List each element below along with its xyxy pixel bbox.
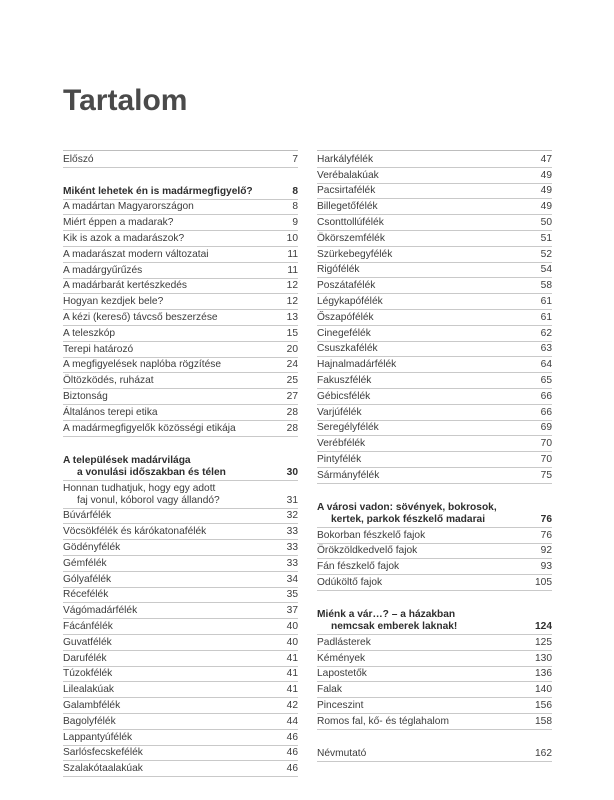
toc-entry[interactable] <box>317 294 552 310</box>
toc-entry-title <box>63 312 287 324</box>
toc-entry[interactable] <box>63 481 298 509</box>
toc-entry-title-line: Miénk a vár…? – a házakban <box>317 608 456 620</box>
toc-entry-title-line: A madármegfigyelők közösségi etikája <box>63 422 236 434</box>
toc-entry[interactable] <box>63 215 298 231</box>
toc-entry-title-line: Előszó <box>63 153 94 165</box>
toc-entry[interactable] <box>317 746 552 762</box>
toc-page-number: 49 <box>540 201 552 213</box>
toc-entry-title <box>317 170 541 182</box>
toc-entry-title-line: Varjúfélék <box>317 406 362 418</box>
toc-entry-title <box>317 637 535 649</box>
toc-entry-title-line: Gébicsfélék <box>317 390 371 402</box>
toc-page-number: 46 <box>286 731 298 743</box>
toc-page-number: 52 <box>540 248 552 260</box>
toc-entry-title-line: Récefélék <box>63 589 109 601</box>
toc-entry-title-line: Gólyafélék <box>63 573 112 585</box>
toc-entry-title <box>317 328 541 340</box>
section-spacer <box>317 591 552 607</box>
toc-entry[interactable] <box>317 278 552 294</box>
toc-page-number: 70 <box>540 453 552 465</box>
toc-entry-title-line: A kézi (kereső) távcső beszerzése <box>63 311 218 323</box>
toc-entry-title <box>317 249 541 261</box>
toc-page-number: 46 <box>286 763 298 775</box>
toc-page-number: 32 <box>286 510 298 522</box>
toc-page-number: 93 <box>540 561 552 573</box>
toc-entry-title-line: Hajnalmadárfélék <box>317 359 397 371</box>
toc-entry[interactable] <box>317 682 552 698</box>
toc-section-heading[interactable] <box>317 500 552 528</box>
page-title: Tartalom <box>63 84 188 117</box>
toc-entry-title-line: a vonulási időszakban és télen <box>77 466 226 478</box>
toc-entry-title-line: Miként lehetek én is madármegfigyelő? <box>63 185 253 197</box>
toc-entry[interactable] <box>63 588 298 604</box>
toc-page-number: 69 <box>540 422 552 434</box>
toc-entry[interactable] <box>63 326 298 342</box>
toc-entry-title-line: Vöcsökfélék és kárókatonafélék <box>63 526 207 538</box>
toc-entry[interactable] <box>317 436 552 452</box>
toc-entry-title-line: A teleszkóp <box>63 327 116 339</box>
toc-entry-title <box>63 747 287 759</box>
toc-entry[interactable] <box>317 152 552 168</box>
toc-entry-title-line: Lapostetők <box>317 668 367 680</box>
toc-page-number: 61 <box>540 311 552 323</box>
toc-entry-title <box>63 542 287 554</box>
section-spacer <box>63 168 298 184</box>
toc-entry-title-line: Lilealakúak <box>63 684 114 696</box>
toc-entry[interactable] <box>317 405 552 421</box>
toc-entry-title-line: Falak <box>317 684 342 696</box>
toc-entry-title <box>317 422 541 434</box>
toc-page-number: 33 <box>286 526 298 538</box>
toc-page-number: 42 <box>286 699 298 711</box>
toc-entry-title-line: Őszapófélék <box>317 311 374 323</box>
toc-page-number: 58 <box>540 280 552 292</box>
toc-entry-title-line: Fakuszfélék <box>317 374 372 386</box>
toc-entry-title <box>317 201 541 213</box>
column-top-rule <box>317 150 552 151</box>
toc-entry-title-line: Csonttollúfélék <box>317 216 384 228</box>
section-spacer <box>317 484 552 500</box>
toc-entry-title <box>317 438 541 450</box>
toc-entry-title-line: Bagolyfélék <box>63 715 116 727</box>
toc-entry-title-line: Verébfélék <box>317 438 366 450</box>
toc-entry-title <box>63 621 287 633</box>
toc-entry-title-line: Sarlósfecskefélék <box>63 747 143 759</box>
toc-page-number: 124 <box>535 620 552 632</box>
toc-entry-title-line: Lappantyúfélék <box>63 731 133 743</box>
toc-entry-title-line: Szalakótaalakúak <box>63 763 143 775</box>
toc-entry-title <box>63 359 287 371</box>
toc-page-number: 37 <box>286 605 298 617</box>
toc-entry-title-line: Fán fészkelő fajok <box>317 561 400 573</box>
toc-entry-title <box>63 668 287 680</box>
toc-page-number: 8 <box>292 201 298 213</box>
toc-entry-title <box>63 296 287 308</box>
toc-entry-title <box>63 249 287 261</box>
toc-entry-title <box>63 154 292 166</box>
toc-entry[interactable] <box>63 572 298 588</box>
toc-entry[interactable] <box>317 215 552 231</box>
toc-entry-title <box>63 455 287 479</box>
toc-page-number: 75 <box>540 469 552 481</box>
toc-entry-title-line: Ökörszemfélék <box>317 232 385 244</box>
toc-entry-title <box>317 561 541 573</box>
toc-entry-title-line: Névmutató <box>317 747 367 759</box>
toc-entry-title <box>63 510 287 522</box>
toc-entry-title <box>317 609 535 633</box>
toc-entry[interactable] <box>317 544 552 560</box>
toc-entry[interactable] <box>63 389 298 405</box>
toc-entry[interactable] <box>317 714 552 730</box>
toc-section-heading[interactable] <box>63 184 298 200</box>
toc-entry[interactable] <box>63 619 298 635</box>
toc-entry[interactable] <box>317 342 552 358</box>
toc-entry-title <box>63 716 287 728</box>
toc-entry-title <box>317 748 535 760</box>
toc-entry-title-line: Biztonság <box>63 390 108 402</box>
toc-page-number: 66 <box>540 406 552 418</box>
toc-entry-title-line: Galambfélék <box>63 699 121 711</box>
toc-section-heading[interactable] <box>63 453 298 481</box>
toc-entry-title <box>317 577 535 589</box>
toc-page-number: 34 <box>286 573 298 585</box>
toc-column-right <box>317 152 552 762</box>
toc-page-number: 125 <box>535 636 552 648</box>
toc-entry-title-line: Csuszkafélék <box>317 343 378 355</box>
toc-entry-title-line: Billegetőfélék <box>317 201 378 213</box>
toc-entry-title <box>63 684 287 696</box>
toc-entry-title <box>317 185 541 197</box>
toc-entry[interactable] <box>63 310 298 326</box>
toc-entry-title <box>317 343 541 355</box>
toc-entry-title <box>317 716 535 728</box>
toc-entry-title-line: Rigófélék <box>317 264 360 276</box>
toc-entry-title-line: A madarászat modern változatai <box>63 248 209 260</box>
toc-entry-title-line: Miért éppen a madarak? <box>63 217 174 229</box>
toc-entry-title <box>317 684 535 696</box>
toc-entry[interactable] <box>317 231 552 247</box>
toc-entry[interactable] <box>63 667 298 683</box>
toc-entry-title-line: A madártan Magyarországon <box>63 201 194 213</box>
toc-entry[interactable] <box>63 405 298 421</box>
toc-entry-title-line: Pintyfélék <box>317 453 362 465</box>
toc-page-number: 28 <box>286 406 298 418</box>
toc-entry-title-line: Pinceszint <box>317 699 364 711</box>
toc-entry-title-line: Túzokfélék <box>63 668 113 680</box>
toc-page-number: 41 <box>286 668 298 680</box>
toc-entry-title <box>63 637 287 649</box>
toc-entry-title <box>63 423 287 435</box>
toc-page-number: 28 <box>286 422 298 434</box>
toc-entry-title-line: A települések madárvilága <box>63 454 191 466</box>
toc-entry-title-line: Vágómadárfélék <box>63 605 138 617</box>
toc-entry-title-line: Gémfélék <box>63 557 107 569</box>
toc-entry[interactable] <box>317 373 552 389</box>
toc-entry-title <box>63 265 287 277</box>
toc-page-number: 46 <box>286 747 298 759</box>
toc-entry-title-line: Verébalakúak <box>317 169 379 181</box>
toc-page-number: 20 <box>286 343 298 355</box>
toc-page-number: 10 <box>286 232 298 244</box>
toc-entry[interactable] <box>317 184 552 200</box>
toc-page-number: 54 <box>540 264 552 276</box>
toc-entry-title <box>63 217 292 229</box>
toc-entry-title-line: Pacsirtafélék <box>317 185 376 197</box>
toc-entry[interactable] <box>63 200 298 216</box>
toc-page-number: 64 <box>540 359 552 371</box>
toc-entry[interactable] <box>63 556 298 572</box>
toc-entry[interactable] <box>63 761 298 777</box>
toc-entry-title-line: faj vonul, kóborol vagy állandó? <box>77 494 220 506</box>
toc-entry[interactable] <box>63 698 298 714</box>
toc-page-number: 51 <box>540 232 552 244</box>
toc-page-number: 65 <box>540 374 552 386</box>
toc-entry-title <box>63 763 287 775</box>
toc-entry[interactable] <box>317 247 552 263</box>
toc-page-number: 136 <box>535 668 552 680</box>
toc-entry[interactable] <box>63 294 298 310</box>
toc-entry[interactable] <box>317 528 552 544</box>
toc-entry[interactable] <box>63 263 298 279</box>
toc-page-number: 62 <box>540 327 552 339</box>
toc-entry-title <box>63 732 287 744</box>
toc-page-number: 40 <box>286 620 298 632</box>
toc-entry-title <box>317 391 541 403</box>
toc-entry-title <box>63 280 287 292</box>
toc-page-number: 41 <box>286 652 298 664</box>
toc-entry-title-line: Kémények <box>317 652 366 664</box>
toc-entry-title <box>317 545 541 557</box>
toc-entry-title <box>317 296 541 308</box>
toc-page-number: 31 <box>286 494 298 506</box>
toc-entry-title-line: Bokorban fészkelő fajok <box>317 529 426 541</box>
toc-entry[interactable] <box>63 746 298 762</box>
toc-entry-title-line: Cinegefélék <box>317 327 371 339</box>
toc-entry-title-line: Légykapófélék <box>317 295 383 307</box>
toc-page-number: 76 <box>540 529 552 541</box>
toc-entry[interactable] <box>63 358 298 374</box>
toc-entry-title-line: Fácánfélék <box>63 620 113 632</box>
toc-entry-title <box>63 233 287 245</box>
toc-entry-title <box>63 558 287 570</box>
toc-entry-title <box>317 470 541 482</box>
toc-page-number: 162 <box>535 747 552 759</box>
toc-entry-title <box>63 391 287 403</box>
toc-page-number: 158 <box>535 715 552 727</box>
toc-entry-title <box>63 186 292 198</box>
toc-entry-title <box>63 605 287 617</box>
toc-page-number: 70 <box>540 438 552 450</box>
toc-entry-title <box>317 653 535 665</box>
toc-page-number: 105 <box>535 576 552 588</box>
toc-page-number: 66 <box>540 390 552 402</box>
toc-entry[interactable] <box>63 421 298 437</box>
toc-entry-title <box>317 217 541 229</box>
toc-entry-title-line: Öltözködés, ruházat <box>63 375 154 387</box>
toc-entry-title-line: Guvatfélék <box>63 636 112 648</box>
toc-page-number: 44 <box>286 715 298 727</box>
toc-entry[interactable] <box>317 667 552 683</box>
toc-entry[interactable] <box>63 152 298 168</box>
toc-entry-title <box>63 526 287 538</box>
toc-entry[interactable] <box>317 575 552 591</box>
toc-entry[interactable] <box>317 357 552 373</box>
toc-entry-title <box>63 700 287 712</box>
toc-entry-title <box>63 407 287 419</box>
toc-page-number: 11 <box>287 264 298 276</box>
toc-entry[interactable] <box>63 279 298 295</box>
toc-page-number: 41 <box>286 684 298 696</box>
toc-entry[interactable] <box>63 730 298 746</box>
toc-entry[interactable] <box>63 373 298 389</box>
toc-entry-title <box>317 375 541 387</box>
toc-entry-title-line: Seregélyfélék <box>317 422 379 434</box>
toc-entry-title-line: Általános terepi etika <box>63 406 158 418</box>
toc-entry[interactable] <box>317 635 552 651</box>
toc-entry[interactable] <box>63 603 298 619</box>
toc-entry[interactable] <box>317 452 552 468</box>
toc-entry[interactable] <box>63 651 298 667</box>
toc-page-number: 47 <box>540 153 552 165</box>
toc-entry-title <box>63 589 287 601</box>
toc-entry[interactable] <box>317 168 552 184</box>
toc-page-number: 30 <box>286 466 298 478</box>
toc-page-number: 130 <box>535 652 552 664</box>
toc-entry-title-line: Szürkebegyfélék <box>317 248 393 260</box>
toc-entry-title <box>317 700 535 712</box>
toc-page-number: 33 <box>286 541 298 553</box>
toc-page-number: 12 <box>286 280 298 292</box>
toc-page-number: 9 <box>292 217 298 229</box>
toc-entry-title <box>63 344 287 356</box>
toc-entry-title-line: Harkályfélék <box>317 153 374 165</box>
toc-entry[interactable] <box>317 559 552 575</box>
toc-page-number: 11 <box>287 248 298 260</box>
toc-page-number: 33 <box>286 557 298 569</box>
toc-entry-title <box>317 154 541 166</box>
toc-page-number: 156 <box>535 699 552 711</box>
toc-entry[interactable] <box>317 310 552 326</box>
toc-entry-title <box>317 530 541 542</box>
toc-entry-title <box>317 668 535 680</box>
toc-entry[interactable] <box>317 651 552 667</box>
toc-page-number: 25 <box>286 375 298 387</box>
toc-page-number: 40 <box>286 636 298 648</box>
toc-entry-title-line: A madárgyűrűzés <box>63 264 143 276</box>
toc-page-number: 13 <box>286 311 298 323</box>
toc-entry-title-line: kertek, parkok fészkelő madarai <box>331 513 486 525</box>
toc-entry-title-line: Búvárfélék <box>63 510 112 522</box>
toc-entry[interactable] <box>317 326 552 342</box>
toc-entry-title <box>63 574 287 586</box>
toc-entry-title-line: Poszátafélék <box>317 280 376 292</box>
toc-entry-title <box>317 280 541 292</box>
toc-entry-title-line: Darufélék <box>63 652 107 664</box>
toc-entry-title <box>317 407 541 419</box>
toc-entry[interactable] <box>63 682 298 698</box>
toc-entry[interactable] <box>317 421 552 437</box>
toc-entry-title-line: Gödényfélék <box>63 541 121 553</box>
toc-entry[interactable] <box>63 714 298 730</box>
toc-page-number: 49 <box>540 169 552 181</box>
toc-entry-title <box>317 454 541 466</box>
toc-entry[interactable] <box>63 342 298 358</box>
toc-entry-title-line: Romos fal, kő- és téglahalom <box>317 715 449 727</box>
toc-entry-title-line: A városi vadon: sövények, bokrosok, <box>317 501 497 513</box>
toc-entry-title <box>317 233 541 245</box>
toc-page-number: 12 <box>286 296 298 308</box>
section-spacer <box>317 730 552 746</box>
toc-page-number: 63 <box>540 343 552 355</box>
toc-entry-title-line: A madárbarát kertészkedés <box>63 280 188 292</box>
toc-entry-title-line: Örökzöldkedvelő fajok <box>317 545 418 557</box>
toc-entry-title <box>63 201 292 213</box>
toc-entry[interactable] <box>317 389 552 405</box>
toc-entry-title-line: Hogyan kezdjek bele? <box>63 296 164 308</box>
toc-entry-title <box>317 312 541 324</box>
toc-entry[interactable] <box>317 698 552 714</box>
toc-entry-title-line: A megfigyelések naplóba rögzítése <box>63 359 222 371</box>
toc-page-number: 24 <box>286 359 298 371</box>
toc-entry-title-line: Kik is azok a madarászok? <box>63 232 185 244</box>
toc-page-number: 49 <box>540 185 552 197</box>
toc-page-number: 15 <box>286 327 298 339</box>
section-spacer <box>63 437 298 453</box>
toc-entry-title-line: Odúköltő fajok <box>317 576 383 588</box>
toc-entry-title-line: Sármányfélék <box>317 469 380 481</box>
toc-entry-title <box>63 328 287 340</box>
toc-entry-title-line: Padlásterek <box>317 636 371 648</box>
toc-entry[interactable] <box>317 468 552 484</box>
toc-entry-title <box>317 264 541 276</box>
toc-page-number: 8 <box>292 185 298 197</box>
toc-entry-title <box>63 375 287 387</box>
toc-entry[interactable] <box>63 524 298 540</box>
toc-entry[interactable] <box>63 247 298 263</box>
toc-entry-title <box>317 359 541 371</box>
toc-entry-title-line: Honnan tudhatjuk, hogy egy adott <box>63 482 216 494</box>
toc-entry[interactable] <box>317 199 552 215</box>
toc-entry[interactable] <box>317 263 552 279</box>
toc-entry-title <box>317 502 541 526</box>
toc-page-number: 27 <box>286 390 298 402</box>
column-top-rule <box>63 150 298 151</box>
toc-entry[interactable] <box>63 231 298 247</box>
toc-entry[interactable] <box>63 635 298 651</box>
toc-page-number: 92 <box>540 545 552 557</box>
toc-section-heading[interactable] <box>317 607 552 635</box>
toc-entry-title <box>63 653 287 665</box>
toc-page-number: 76 <box>540 513 552 525</box>
toc-page-number: 50 <box>540 216 552 228</box>
toc-page-number: 7 <box>292 153 298 165</box>
toc-entry-title-line: Terepi határozó <box>63 343 134 355</box>
toc-entry-title-line: nemcsak emberek laknak! <box>331 620 458 632</box>
toc-entry[interactable] <box>63 509 298 525</box>
toc-page-number: 140 <box>535 684 552 696</box>
toc-page-number: 61 <box>540 295 552 307</box>
toc-entry-title <box>63 483 287 507</box>
toc-column-left <box>63 152 298 777</box>
toc-entry[interactable] <box>63 540 298 556</box>
toc-page-number: 35 <box>286 589 298 601</box>
